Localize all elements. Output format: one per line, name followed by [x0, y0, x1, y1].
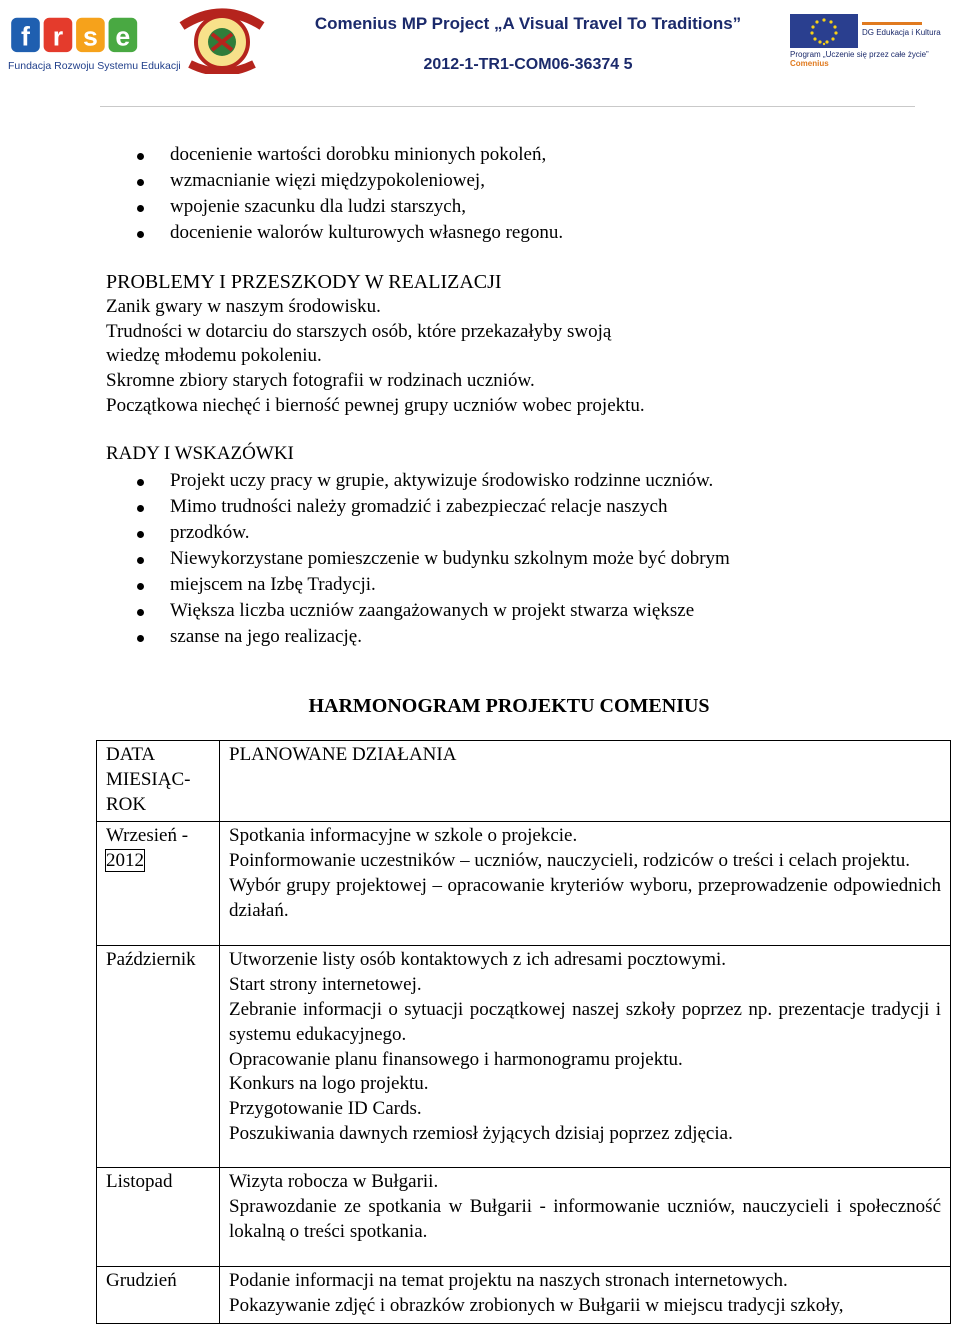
- activity-line: Spotkania informacyjne w szkole o projekcie.: [229, 825, 578, 847]
- activities-cell: [220, 1267, 951, 1324]
- advice-text: szanse na jego realizację.: [170, 626, 362, 647]
- problem-line: Początkowa niechęć i bierność pewnej grupy uczniów wobec projektu.: [106, 395, 645, 416]
- table-row: [97, 1168, 951, 1267]
- svg-text:f: f: [21, 21, 30, 52]
- activity-line: Poszukiwania dawnych rzemiosł żyjących dzisiaj poprzez zdjęcia.: [229, 1122, 733, 1144]
- activities-column-header: PLANOWANE DZIAŁANIA: [220, 741, 951, 822]
- advice-item: [170, 574, 376, 596]
- activity-line: Utworzenie listy osób kontaktowych z ich adresami pocztowymi.: [229, 949, 727, 971]
- activity-line: Pokazywanie zdjęć i obrazków zrobionych w Bułgarii w miejscu tradycji szkoły,: [229, 1295, 844, 1317]
- goal-item: [170, 222, 563, 244]
- advice-item: [170, 548, 730, 570]
- frse-logo-mark: [8, 12, 148, 54]
- activity-line: Start strony internetowej.: [229, 974, 422, 996]
- eu-dg-text: [862, 22, 954, 37]
- travel-logo-mark: [172, 4, 272, 74]
- year-label: 2012: [106, 850, 144, 872]
- activity-line: Sprawozdanie ze spotkania w Bułgarii - informowanie uczniów, nauczycieli i społeczność lokalną o treści spotkania.: [229, 1196, 941, 1242]
- activities-cell: [220, 1168, 951, 1267]
- advice-heading: RADY I WSKAZÓWKI: [106, 443, 294, 464]
- table-header-row: [97, 741, 951, 822]
- goal-item: [170, 170, 485, 192]
- advice-text: Projekt uczy pracy w grupie, aktywizuje środowisko rodzinne uczniów.: [170, 470, 714, 491]
- goal-item: [170, 144, 546, 166]
- problem-line: Skromne zbiory starych fotografii w rodzinach uczniów.: [106, 370, 535, 391]
- activities-cell: [220, 946, 951, 1168]
- advice-item: [170, 522, 250, 544]
- problem-line: Zanik gwary w naszym środowisku.: [106, 296, 381, 317]
- advice-item: [170, 470, 713, 492]
- svg-text:e: e: [115, 21, 131, 52]
- date-column-header: [97, 741, 220, 822]
- goal-text: wzmacnianie więzi międzypokoleniowej,: [170, 170, 485, 191]
- frse-caption: Fundacja Rozwoju Systemu Edukacji: [8, 60, 181, 72]
- eu-flag-icon: [790, 14, 858, 48]
- month-label: Wrzesień -: [106, 825, 189, 847]
- goal-text: docenienie wartości dorobku minionych pokoleń,: [170, 144, 547, 165]
- advice-text: Większa liczba uczniów zaangażowanych w projekt stwarza większe: [170, 600, 695, 621]
- eu-program-logo: [790, 14, 955, 66]
- advice-text: Mimo trudności należy gromadzić i zabezpieczać relacje naszych: [170, 496, 668, 517]
- goal-item: [170, 196, 466, 218]
- eu-dg-label: DG Edukacja i Kultura: [862, 28, 941, 37]
- activity-line: Konkurs na logo projektu.: [229, 1073, 429, 1095]
- advice-item: [170, 626, 362, 648]
- table-row: [97, 946, 951, 1168]
- activity-line: Wybór grupy projektowej – opracowanie kryteriów wyboru, przeprowadzenie odpowiednich działań.: [229, 874, 941, 921]
- page-header: [0, 0, 960, 110]
- frse-logo: [8, 12, 181, 74]
- date-header-line: DATA: [106, 744, 156, 765]
- advice-text: miejscem na Izbę Tradycji.: [170, 574, 376, 595]
- table-row: [97, 822, 951, 946]
- activity-line: Przygotowanie ID Cards.: [229, 1098, 422, 1120]
- activity-line: Opracowanie planu finansowego i harmonogramu projektu.: [229, 1048, 683, 1070]
- month-cell: [97, 822, 220, 946]
- goal-text: docenienie walorów kulturowych własnego regonu.: [170, 222, 564, 243]
- eu-program-label: Program „Uczenie się przez całe życie”: [790, 50, 929, 59]
- visual-travel-logo: [172, 4, 272, 74]
- date-header-line: MIESIĄC-: [106, 768, 191, 790]
- table-row: [97, 1267, 951, 1324]
- project-code: 2012-1-TR1-COM06-36374 5: [423, 56, 633, 73]
- advice-text: przodków.: [170, 522, 250, 543]
- project-title: Comenius MP Project „A Visual Travel To Traditions”: [314, 14, 742, 33]
- comenius-label: Comenius: [790, 59, 829, 68]
- problem-line: wiedzę młodemu pokoleniu.: [106, 345, 322, 366]
- header-divider: [100, 106, 915, 107]
- schedule-table: [96, 740, 951, 1324]
- advice-item: [170, 496, 667, 518]
- activity-line: Zebranie informacji o sytuacji początkowej naszej szkoły poprzez np. prezentacje tradycji i systemu edukacyjnego.: [229, 998, 941, 1045]
- advice-text: Niewykorzystane pomieszczenie w budynku szkolnym może być dobrym: [170, 548, 730, 569]
- month-cell: Grudzień: [97, 1267, 220, 1324]
- date-header-line: ROK: [106, 793, 147, 815]
- month-cell: Październik: [97, 946, 220, 1168]
- activity-line: Wizyta robocza w Bułgarii.: [229, 1171, 439, 1193]
- advice-item: [170, 600, 694, 622]
- svg-text:s: s: [82, 21, 98, 52]
- svg-text:r: r: [52, 21, 64, 52]
- schedule-title: HARMONOGRAM PROJEKTU COMENIUS: [308, 695, 710, 717]
- activity-line: Podanie informacji na temat projektu na naszych stronach internetowych.: [229, 1270, 788, 1292]
- problem-line: Trudności w dotarciu do starszych osób, które przekazałyby swoją: [106, 321, 612, 342]
- eu-program-text: [790, 50, 955, 68]
- month-cell: Listopad: [97, 1168, 220, 1267]
- activities-cell: [220, 822, 951, 946]
- activity-line: Poinformowanie uczestników – uczniów, nauczycieli, rodziców o treści i celach projektu.: [229, 850, 910, 872]
- goal-text: wpojenie szacunku dla ludzi starszych,: [170, 196, 466, 217]
- problems-heading: PROBLEMY I PRZESZKODY W REALIZACJI: [106, 271, 502, 293]
